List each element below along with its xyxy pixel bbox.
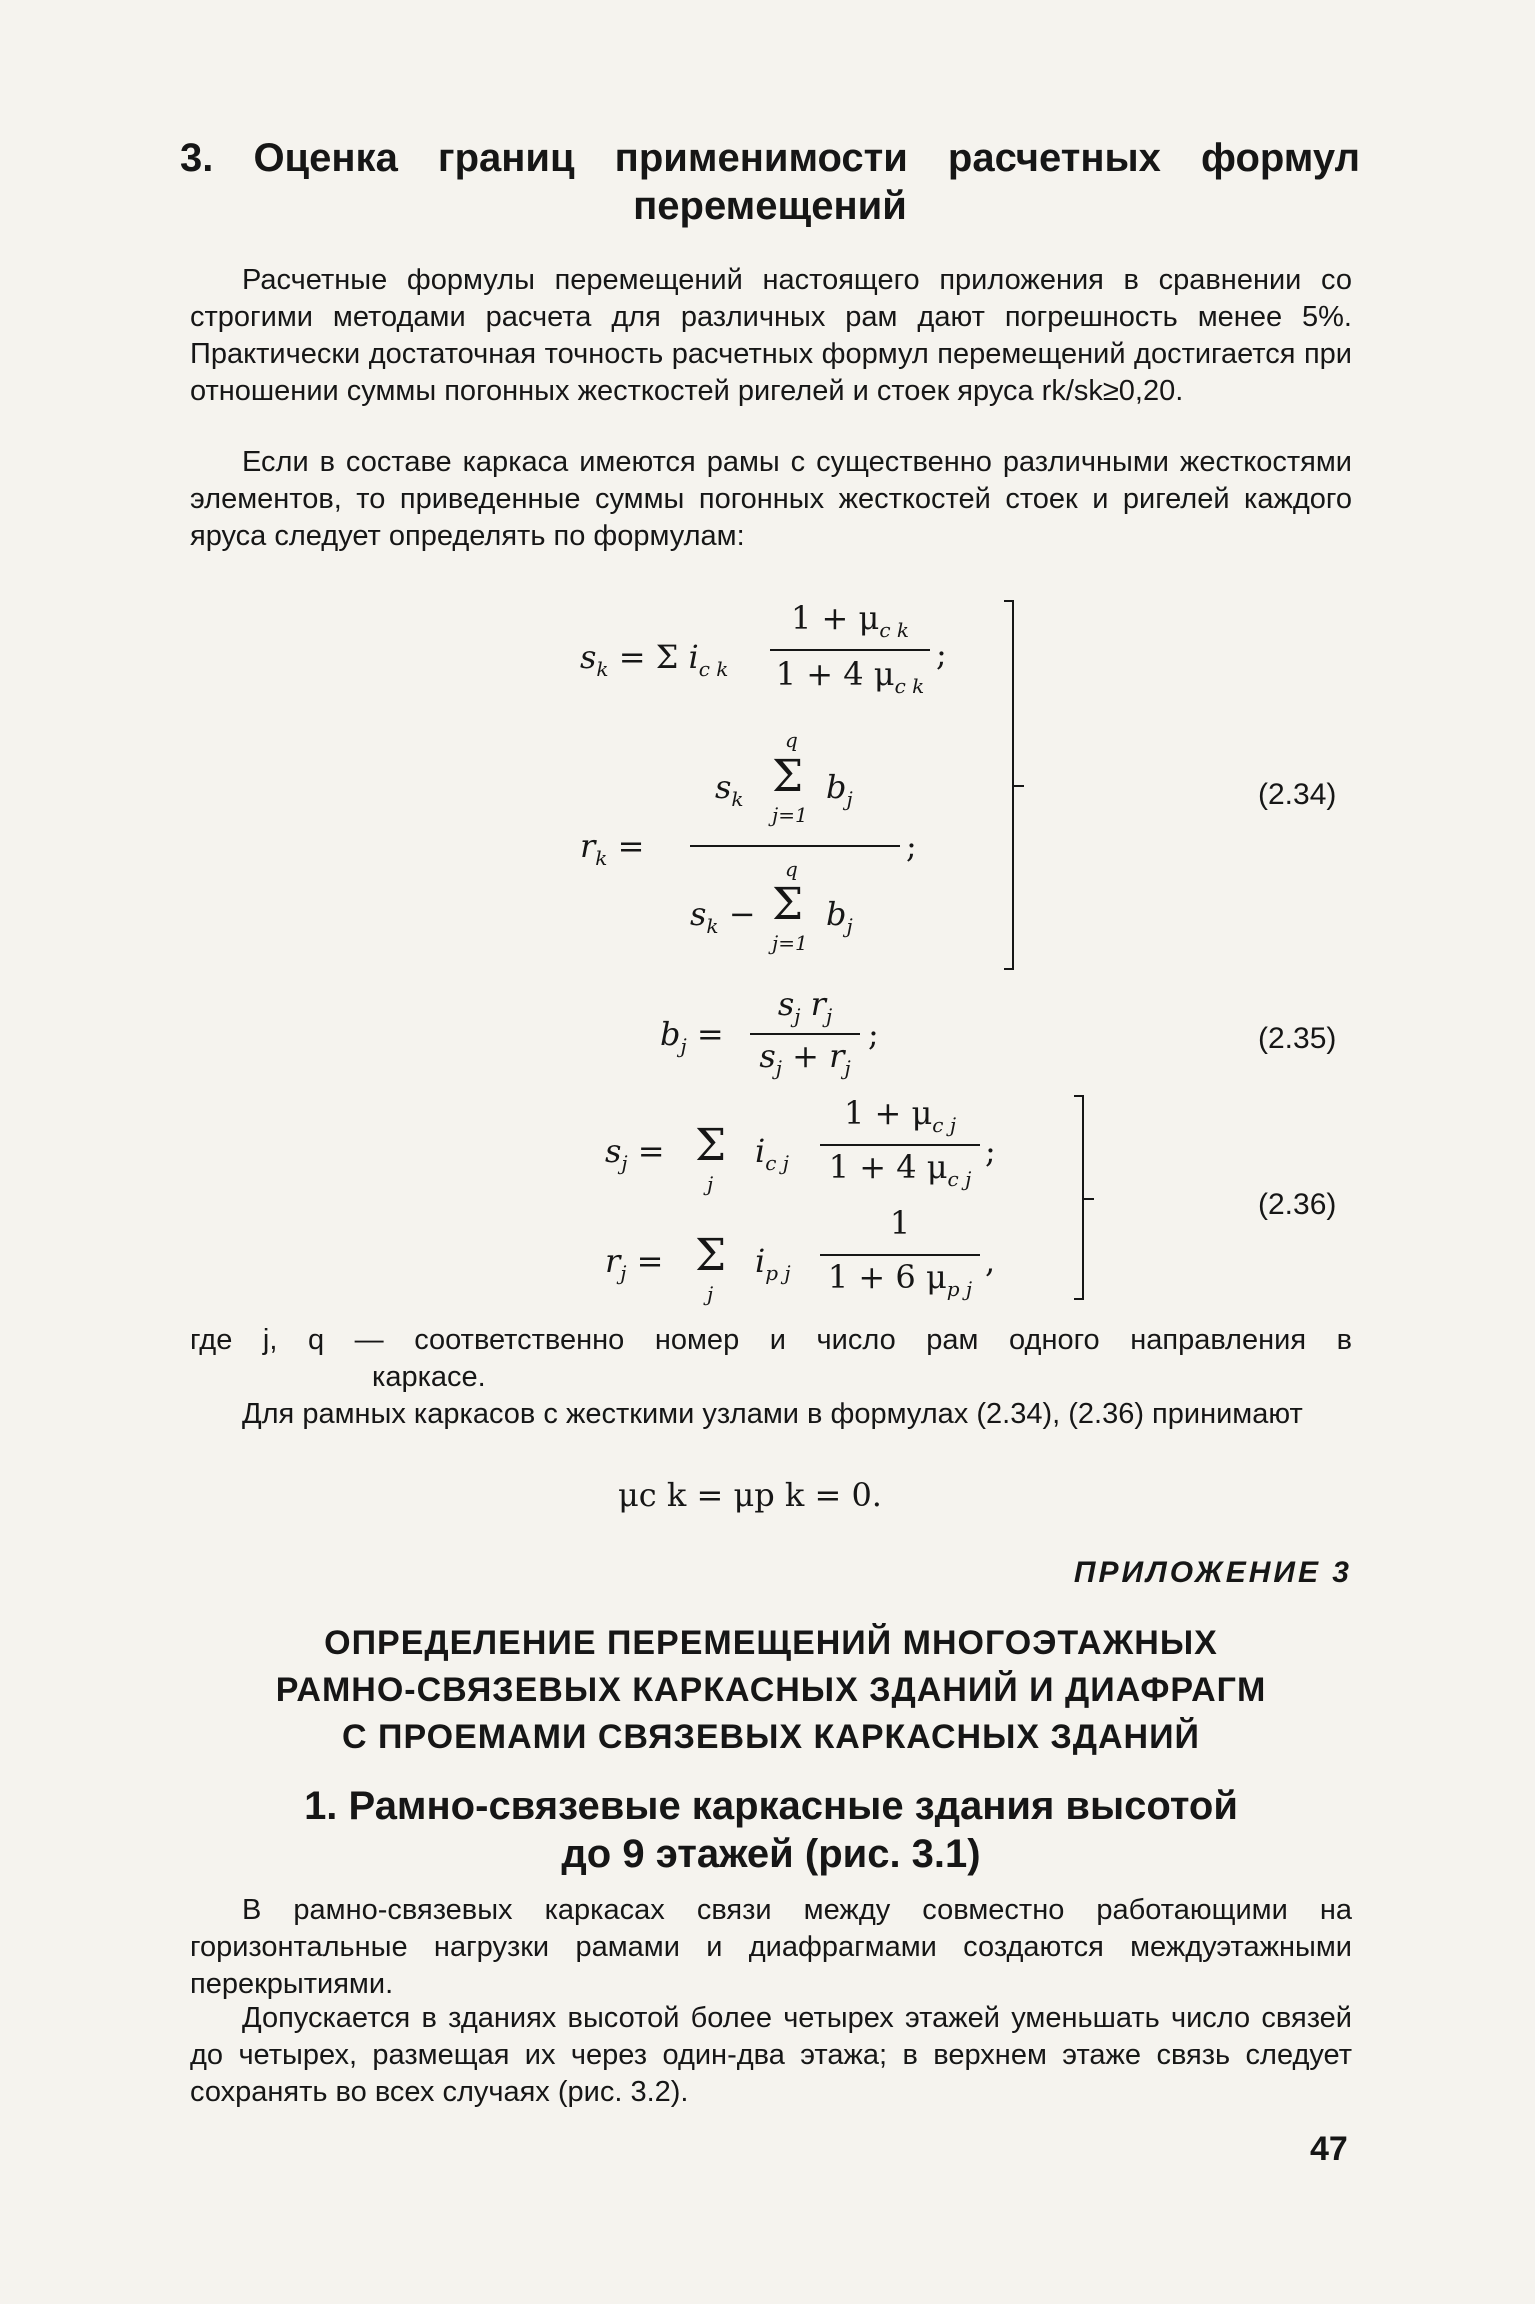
- eq-rk-fraction-bar: [690, 845, 900, 847]
- paragraph-text: Если в составе каркаса имеются рамы с существенно различными жесткостями элементов, то приведенные суммы погонных жесткостей стоек и ригелей каждого яруса следует определять по формулам:: [190, 446, 1352, 552]
- eq-sj-numerator: $1 + \mu_{c j}$: [843, 1094, 957, 1137]
- eq-rj-ip: $i_{p j}$: [755, 1242, 791, 1285]
- paragraph-text: В рамно-связевых каркасах связи между совместно работающими на горизонтальные нагрузки рамами и диафрагмами создаются междуэтажными перекрытиями.: [190, 1894, 1352, 2000]
- eq-rj-lower: j: [707, 1282, 714, 1306]
- paragraph-text: Для рамных каркасов с жесткими узлами в формулах (2.34), (2.36) принимают: [242, 1398, 1303, 1430]
- eq-rk-num-sigma: Σ: [772, 751, 804, 802]
- eq-sk-numerator: $1 + \mu_{c k}$: [791, 599, 909, 642]
- eq-bj-fraction-bar: [750, 1033, 860, 1035]
- eq-bj-denominator: $s_j + r_j$: [759, 1037, 851, 1080]
- eq-rk-num-bj: $b_j$: [826, 768, 853, 811]
- paragraph-text: Расчетные формулы перемещений настоящего приложения в сравнении со строгими методами расчета для различных рам дают погрешность менее 5%. Практически достаточная точность расчетных формул перемещений достигается при отношении суммы погонных жесткостей ригелей и стоек яруса rk/sk≥0,20.: [190, 264, 1352, 407]
- section-title: [180, 134, 1360, 230]
- eq-rk-den-bj: $b_j$: [826, 895, 853, 938]
- equation-number-2-34: (2.34): [1258, 778, 1337, 811]
- paragraph-formulas-intro: [190, 444, 1352, 555]
- eq-rj-numerator: 1: [889, 1204, 911, 1242]
- page-number: 47: [1310, 2130, 1348, 2168]
- subsection-title: [190, 1782, 1352, 1878]
- right-brace-2-36: [1070, 1095, 1084, 1300]
- eq-sk-lhs: $s_k = \Sigma$ $i_{c k}$: [580, 638, 729, 681]
- eq-rj-sigma: Σ: [695, 1230, 727, 1281]
- paragraph-frame-bracing: [190, 1892, 1352, 2003]
- equation-2-35: [640, 985, 940, 1085]
- eq-rk-den-lower: j=1: [772, 931, 808, 955]
- equation-2-36: [595, 1090, 1035, 1320]
- eq-sk-fraction-bar: [770, 649, 930, 651]
- eq-sk-semicolon: ;: [936, 635, 947, 673]
- eq-rk-semicolon: ;: [906, 827, 917, 865]
- eq-bj-numerator: $s_j$ $r_j$: [777, 985, 833, 1028]
- eq-rk-den-upper: q: [785, 857, 798, 881]
- eq-rj-comma: ,: [985, 1242, 996, 1280]
- eq-sj-lower: j: [707, 1172, 714, 1196]
- paragraph-rigid-joints: [190, 1396, 1352, 1433]
- eq-sj-denominator: 1 + 4 $\mu_{c j}$: [828, 1148, 972, 1191]
- eq-rj-fraction-bar: [820, 1254, 980, 1256]
- eq-rk-num-upper: q: [785, 728, 798, 752]
- eq-rk-num-sk: $s_k$: [715, 768, 744, 811]
- paragraph-text: Допускается в зданиях высотой более четырех этажей уменьшать число связей до четырех, размещая их через один-два этажа; в верхнем этаже связь следует сохранять во всех случаях (рис. 3.2).: [190, 2002, 1352, 2108]
- eq-rj-denominator: 1 + 6 $\mu_{p j}$: [827, 1258, 973, 1301]
- equation-mu-zero: μc k = μp k = 0.: [618, 1476, 882, 1514]
- section-title-line-2: перемещений: [633, 184, 907, 228]
- eq-rk-den-sk: $s_k$ −: [690, 895, 756, 938]
- appendix-title-line-1: ОПРЕДЕЛЕНИЕ ПЕРЕМЕЩЕНИЙ МНОГОЭТАЖНЫХ: [324, 1624, 1218, 1662]
- eq-rk-num-lower: j=1: [772, 803, 808, 827]
- paragraph-accuracy: [190, 262, 1352, 410]
- eq-rk-den-sigma: Σ: [772, 879, 804, 930]
- eq-sk-denominator: 1 + 4 $\mu_{c k}$: [775, 655, 925, 698]
- equation-number-2-35: (2.35): [1258, 1022, 1337, 1055]
- paragraph-link-count: [190, 2000, 1352, 2111]
- section-title-line-1: 3. Оценка границ применимости расчетных формул: [180, 136, 1360, 180]
- eq-sj-ic: $i_{c j}$: [755, 1132, 789, 1175]
- where-line-1: где j, q — соответственно номер и число рам одного направления в: [190, 1324, 1352, 1356]
- eq-sj-sigma: Σ: [695, 1120, 727, 1171]
- where-line-2: каркасе.: [372, 1361, 486, 1393]
- eq-sj-semicolon: ;: [985, 1132, 996, 1170]
- eq-bj-lhs: $b_j$ =: [660, 1015, 724, 1058]
- subsection-title-line-2: до 9 этажей (рис. 3.1): [561, 1832, 981, 1876]
- appendix-label: ПРИЛОЖЕНИЕ 3: [1073, 1556, 1352, 1589]
- eq-rj-lhs: $r_j$ =: [605, 1242, 664, 1285]
- appendix-title-line-2: РАМНО-СВЯЗЕВЫХ КАРКАСНЫХ ЗДАНИЙ И ДИАФРАГМ: [275, 1671, 1267, 1709]
- eq-sj-lhs: $s_j$ =: [605, 1132, 665, 1175]
- subsection-title-line-1: 1. Рамно-связевые каркасные здания высотой: [304, 1784, 1238, 1828]
- appendix-title: [190, 1620, 1352, 1761]
- eq-sj-fraction-bar: [820, 1144, 980, 1146]
- right-brace-2-34: [1000, 600, 1014, 970]
- eq-bj-semicolon: ;: [868, 1015, 879, 1053]
- equation-2-34: [560, 595, 1040, 975]
- appendix-title-line-3: С ПРОЕМАМИ СВЯЗЕВЫХ КАРКАСНЫХ ЗДАНИЙ: [342, 1718, 1200, 1756]
- equation-number-2-36: (2.36): [1258, 1188, 1337, 1221]
- eq-rk-lhs: $r_k$ =: [580, 827, 645, 870]
- where-definition: [190, 1322, 1352, 1396]
